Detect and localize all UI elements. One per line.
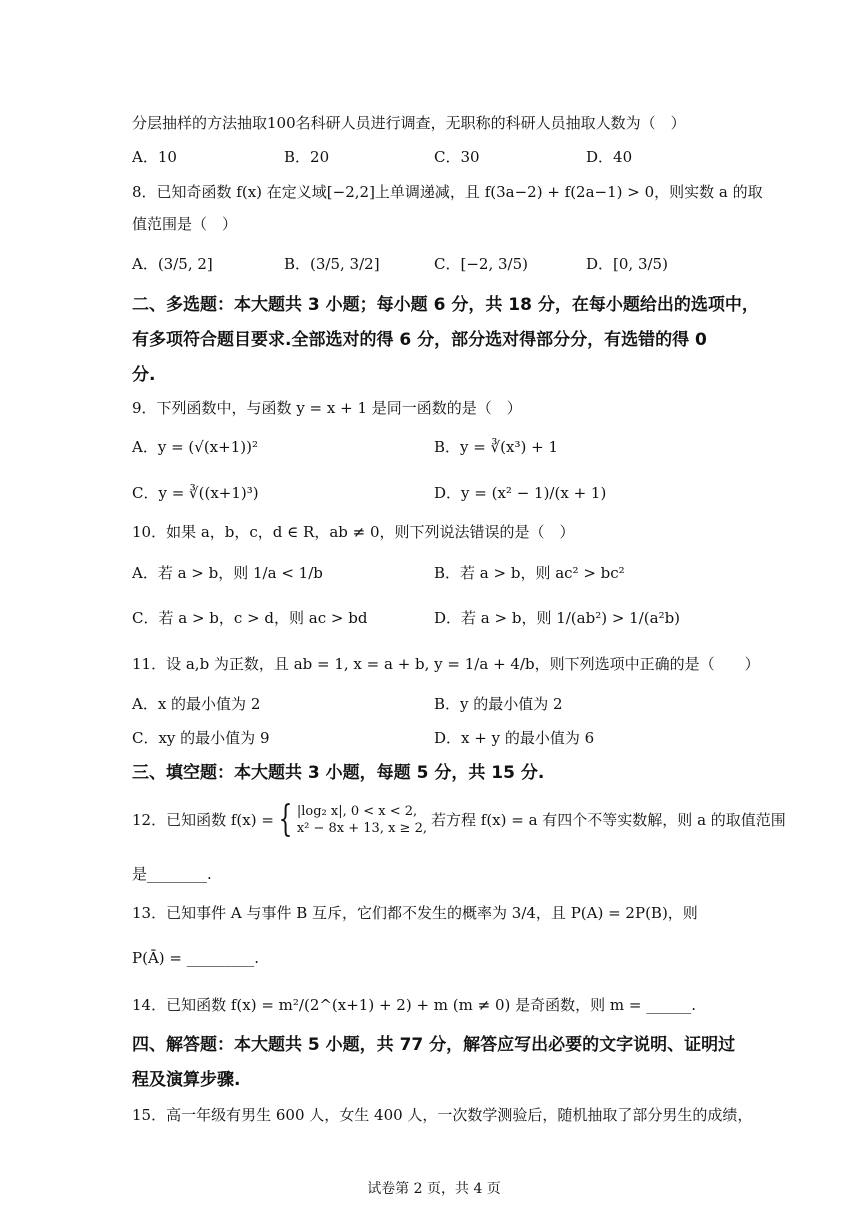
- q8-option-d: D．[0, 3/5): [586, 255, 668, 273]
- page-footer: 试卷第 2 页，共 4 页: [367, 1181, 501, 1197]
- q8-line-2: 值范围是（ ）: [132, 215, 238, 233]
- q12-cases: [297, 803, 427, 837]
- q12-line-1: [132, 798, 786, 842]
- q10-option-c: C．若 a > b，c > d，则 ac > bd: [132, 609, 368, 627]
- q8-option-c: C．[−2, 3/5): [434, 255, 528, 273]
- q10-option-d: D．若 a > b，则 1/(ab²) > 1/(a²b): [434, 609, 681, 627]
- q7-option-b: B．20: [284, 148, 330, 166]
- q14-text: 14．已知函数 f(x) = m²/(2^(x+1) + 2) + m (m ≠ 0) 是奇函数，则 m = ______.: [132, 996, 697, 1014]
- q8-option-b: B．(3/5, 3/2]: [284, 255, 380, 273]
- q9-option-a: A．y = (√(x+1))²: [132, 438, 258, 456]
- q7-option-d: D．40: [586, 148, 633, 166]
- section-2-heading-line-3: 分.: [132, 365, 156, 385]
- q13-line-1: 13．已知事件 A 与事件 B 互斥，它们都不发生的概率为 3/4，且 P(A) = 2P(B)，则: [132, 904, 698, 922]
- q10-stem: 10．如果 a，b，c，d ∈ R，ab ≠ 0，则下列说法错误的是（ ）: [132, 523, 575, 541]
- q15-text: 15．高一年级有男生 600 人，女生 400 人，一次数学测验后，随机抽取了部分男生的成绩，: [132, 1106, 753, 1124]
- q12-case-1: |log₂ x|, 0 < x < 2,: [296, 804, 418, 819]
- q11-stem: 11．设 a,b 为正数，且 ab = 1, x = a + b, y = 1/a + 4/b，则下列选项中正确的是（ ）: [132, 655, 760, 673]
- section-2-heading-line-1: 二、多选题：本大题共 3 小题；每小题 6 分，共 18 分，在每小题给出的选项中，: [132, 295, 759, 315]
- q7-stem: 分层抽样的方法抽取100名科研人员进行调查，无职称的科研人员抽取人数为（ ）: [132, 114, 686, 132]
- q8-option-a: A．(3/5, 2]: [132, 255, 213, 273]
- section-4-heading-line-2: 程及演算步骤.: [132, 1070, 241, 1090]
- q10-option-b: B．若 a > b，则 ac² > bc²: [434, 564, 625, 582]
- q9-option-c: C．y = ∛((x+1)³): [132, 484, 259, 502]
- q7-option-c: C．30: [434, 148, 480, 166]
- q9-stem: 9．下列函数中，与函数 y = x + 1 是同一函数的是（ ）: [132, 399, 522, 417]
- section-4-heading-line-1: 四、解答题：本大题共 5 小题，共 77 分，解答应写出必要的文字说明、证明过: [132, 1035, 736, 1055]
- q12-stem-prefix: 12．已知函数 f(x) =: [132, 811, 274, 829]
- q9-option-b: B．y = ∛(x³) + 1: [434, 438, 558, 456]
- piecewise-brace-icon: {: [278, 799, 293, 840]
- q11-option-b: B．y 的最小值为 2: [434, 695, 563, 713]
- section-2-heading-line-2: 有多项符合题目要求.全部选对的得 6 分，部分选对得部分分，有选错的得 0: [132, 330, 707, 350]
- q11-option-a: A．x 的最小值为 2: [132, 695, 261, 713]
- section-3-heading: 三、填空题：本大题共 3 小题，每题 5 分，共 15 分.: [132, 763, 545, 783]
- q12-stem-suffix: 若方程 f(x) = a 有四个不等实数解，则 a 的取值范围: [431, 811, 786, 829]
- q9-option-d: D．y = (x² − 1)/(x + 1): [434, 484, 607, 502]
- q12-case-2: x² − 8x + 13, x ≥ 2,: [296, 821, 427, 836]
- q8-line-1: 8．已知奇函数 f(x) 在定义域[−2,2]上单调递减，且 f(3a−2) + f(2a−1) > 0，则实数 a 的取: [132, 183, 763, 201]
- q10-option-a: A．若 a > b，则 1/a < 1/b: [132, 564, 323, 582]
- q7-option-a: A．10: [132, 148, 177, 166]
- q11-option-c: C．xy 的最小值为 9: [132, 729, 270, 747]
- q13-line-2: P(Ā) = _________.: [132, 949, 260, 967]
- q11-option-d: D．x + y 的最小值为 6: [434, 729, 595, 747]
- q12-line-2: 是________.: [132, 865, 212, 883]
